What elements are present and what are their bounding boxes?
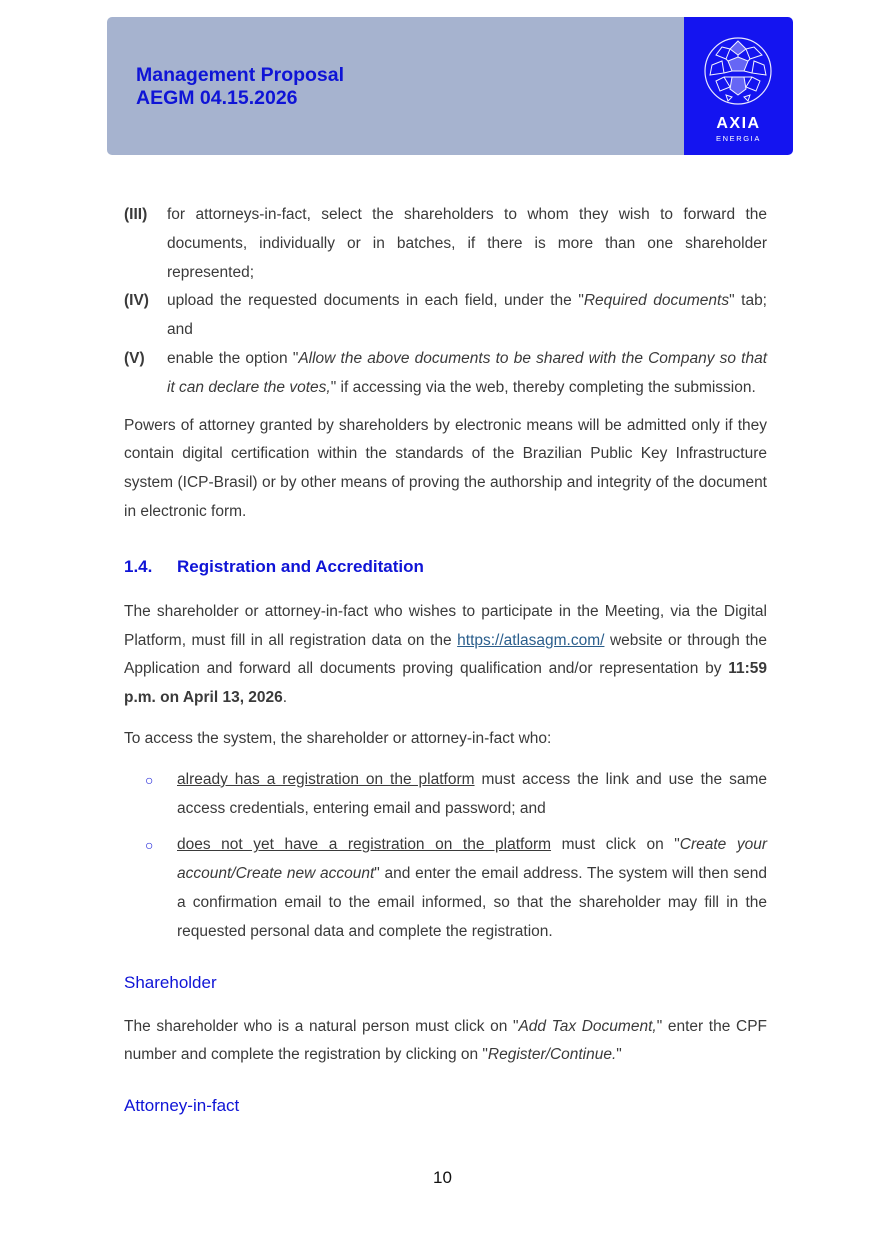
bullet-text-italic: Create your account/Create new account: [177, 836, 767, 883]
bullet-text-post: " and enter the email address. The system will then send a confirmation email to the email informed, so that the shareholder may fill in the requested personal data and complete the registration.: [177, 865, 767, 940]
page-number: 10: [433, 1168, 452, 1187]
axia-logo: [684, 17, 793, 155]
bullet-underlined: already has a registration on the platform: [177, 770, 475, 788]
list-item-v: [124, 345, 767, 403]
shareholder-paragraph: [124, 1013, 767, 1071]
list-text-post: " tab; and: [167, 292, 767, 339]
document-title-line1: Management Proposal: [136, 64, 345, 86]
document-title-line2: AEGM 04.15.2026: [136, 87, 298, 109]
circle-bullet-icon: ○: [145, 837, 154, 854]
bullet-item-registered: [124, 766, 767, 824]
shareholder-text-italic2: Register/Continue.: [487, 1046, 617, 1064]
globe-icon: [702, 35, 774, 107]
section-heading: [124, 556, 767, 578]
list-number: (V): [124, 349, 145, 367]
list-text-italic: Allow the above documents to be shared with the Company so that it can declare the votes,: [167, 349, 767, 396]
registration-paragraph: [124, 598, 767, 713]
bullet-text: must access the link and use the same access credentials, entering email and password; and: [177, 770, 767, 817]
list-number: (III): [124, 206, 148, 223]
section-title: Registration and Accreditation: [177, 556, 424, 576]
shareholder-text-italic1: Add Tax Document,: [518, 1017, 657, 1035]
registration-deadline: 11:59 p.m. on April 13, 2026: [124, 660, 767, 707]
powers-of-attorney-paragraph: Powers of attorney granted by shareholders by electronic means will be admitted only if they contain digital certification within the standards of the Brazilian Public Key Infrastructure system (ICP-Brasil) or by other means of proving the authorship and integrity of the document in electronic form.: [124, 416, 767, 520]
shareholder-text-pre: The shareholder who is a natural person must click on ": [124, 1017, 519, 1035]
shareholder-text-mid: " enter the CPF number and complete the registration by clicking on ": [124, 1017, 767, 1064]
logo-name: AXIA: [716, 115, 761, 132]
shareholder-heading: Shareholder: [124, 972, 217, 992]
list-text-pre: upload the requested documents in each field, under the ": [167, 292, 584, 310]
list-text-post: " if accessing via the web, thereby completing the submission.: [330, 378, 756, 396]
section-number: 1.4.: [124, 556, 153, 576]
registration-text-pre: The shareholder or attorney-in-fact who wishes to participate in the Meeting, via the Digital Platform, must fill in all registration data on the: [124, 602, 767, 649]
shareholder-text-post: ": [616, 1046, 622, 1064]
document-title: [136, 64, 344, 110]
list-text-pre: enable the option ": [167, 349, 299, 367]
registration-text-post: .: [282, 689, 288, 707]
bullet-text-pre: must click on ": [551, 836, 680, 854]
atlasagm-link[interactable]: https://atlasagm.com/: [457, 631, 605, 649]
list-item-iii: [124, 201, 767, 287]
logo-subtitle: ENERGIA: [716, 134, 761, 143]
bullet-item-not-registered: [124, 831, 767, 946]
list-text-italic: Required documents: [583, 292, 730, 310]
document-body: [124, 201, 767, 1117]
access-intro: To access the system, the shareholder or attorney-in-fact who:: [124, 729, 552, 747]
list-text: for attorneys-in-fact, select the shareholders to whom they wish to forward the documents, individually or in batches, if there is more than one shareholder represented;: [167, 206, 767, 281]
circle-bullet-icon: ○: [145, 771, 154, 788]
list-item-iv: [124, 287, 767, 345]
registration-text-mid: website or through the Application and forward all documents proving qualification and/or representation by: [124, 631, 767, 678]
list-number: (IV): [124, 292, 149, 310]
attorney-heading: Attorney-in-fact: [124, 1096, 240, 1116]
bullet-underlined: does not yet have a registration on the platform: [177, 836, 552, 854]
